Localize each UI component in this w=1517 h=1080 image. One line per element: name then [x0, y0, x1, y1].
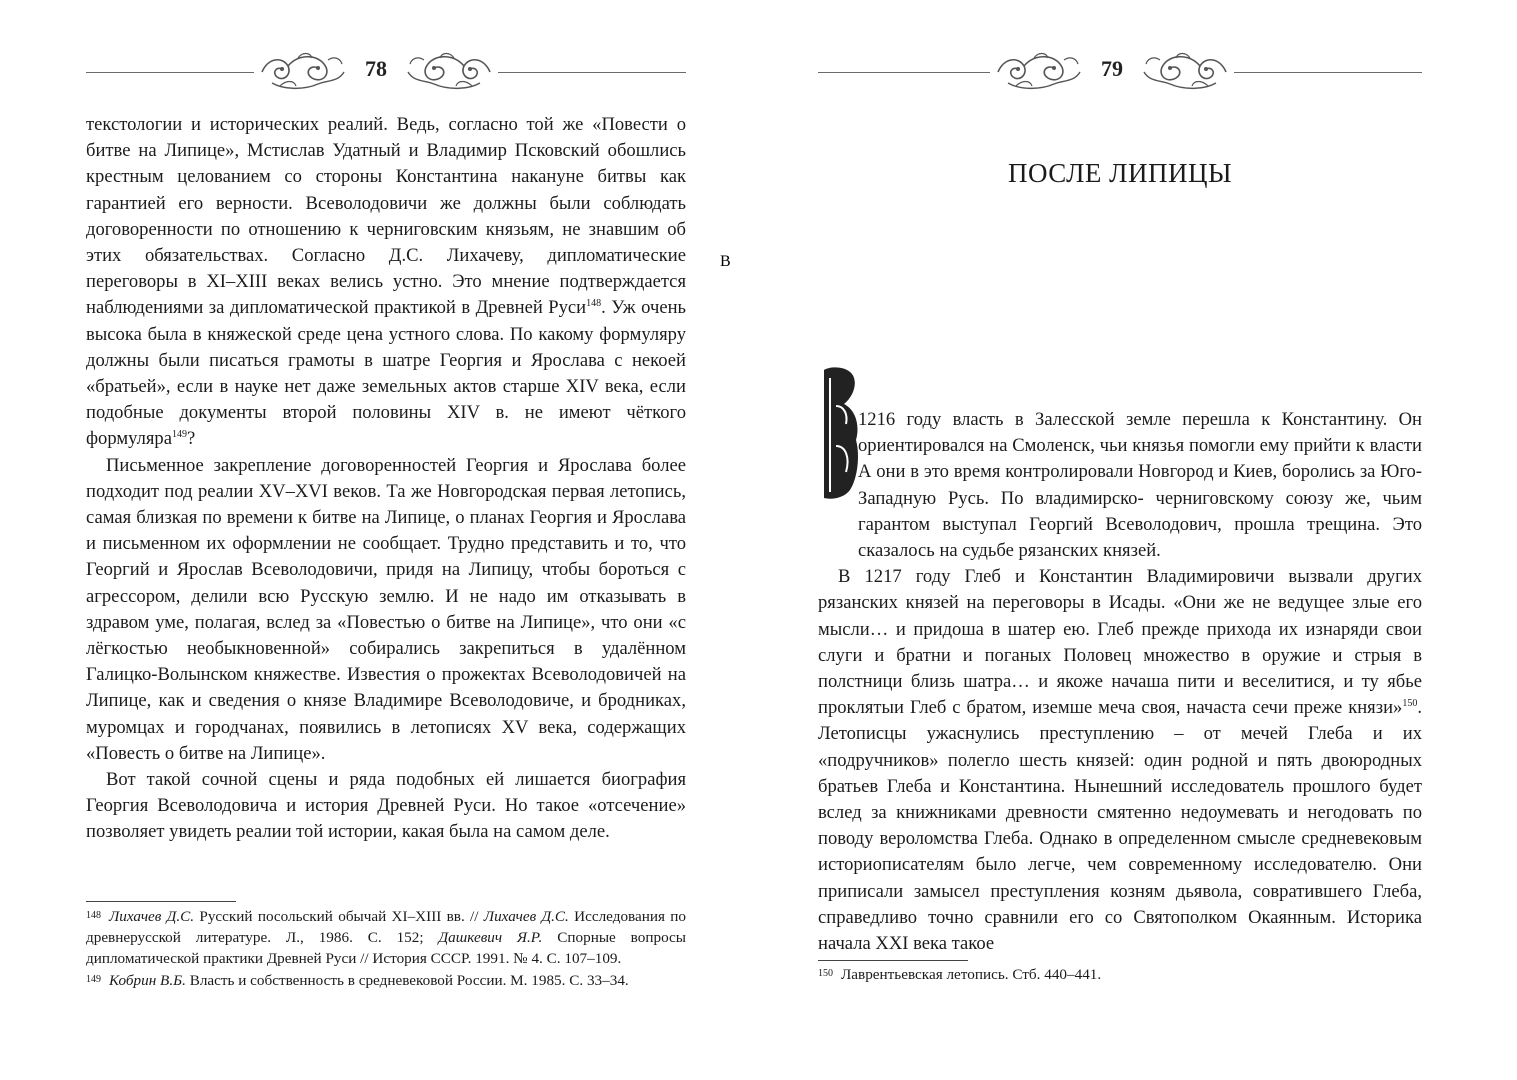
header-rule-right	[498, 72, 686, 73]
footnote-separator	[818, 960, 968, 961]
right-page	[720, 0, 1517, 1080]
footnote-150: $^{150}$ Лаврентьевская летопись. Стб. 440–441.	[818, 966, 1102, 983]
paragraph: Вот такой сочной сцены и ряда подобных ей лишается биография Георгия Всеволодовича и история Древней Руси. Но такое «отсечение» позволяет увидеть реалии той истории, какая была на самом деле.	[86, 769, 686, 843]
drop-cap-letter: В	[720, 253, 731, 270]
header-rule-left	[86, 72, 254, 73]
left-page-body	[86, 112, 686, 846]
paragraph: Письменное закрепление договоренностей Георгия и Ярослава более подходит под реалии XV–XVI веков. Та же Новгородская первая летопись, самая близкая по времени к битве на Липице, о планах Георгия и Ярослава и письменном их оформлении не сообщает. Трудно представить и то, что Георгий и Ярослав Всеволодовичи, придя на Липицу, чтобы бороться с агрессором, делили всю Русскую землю. И не надо им отказывать в здравом уме, полагая, вслед за «Повестью о битве на Липице», что они «с лёгкостью необыкновенной» собирались закрепиться в удалённом Галицко-Волынском княжестве. Известия о прожектах Всеволодовичей на Липице, как и сведения о князе Владимире Всеволодовиче, и бродниках, муромцах и городчанах, появились в летописях XV века, содержащих «Повесть о битве на Липице».	[86, 454, 686, 764]
right-page-body	[818, 407, 1422, 957]
footnotes	[818, 964, 1422, 985]
header-rule-right	[1234, 72, 1422, 73]
ornament-flourish-left-icon	[994, 50, 1084, 92]
note-ref[interactable]: 150	[1402, 698, 1418, 710]
paragraph: В 1217 году Глеб и Константин Владимировичи вызвали других рязанских князей на переговоры в Исады. «Они же не ведущее злые его мысли… и придоша в шатер ею. Глеб прежде прихода их изнаряди свои слуги и братни и поганых Половец множество в оружие и стрыя в полстници близь шатра… и якоже начаша пити и веселитися, и ту ябье проклятыи Глеб с братом, иземше меча своя, начаста сечи преже князи»$^{150}$. Летописцы ужаснулись преступлению – от мечей Глеба и их «подручников» полегло шесть князей: один родной и пять двоюродных братьев Глеба и Константина. Нынешний исследователь прошлого будет вслед за книжниками древности смятенно недоумевать и негодовать по поводу вероломства Глеба. Однако в определенном смысле средневековым историописателям было легче, чем современному исследователю. Они приписали замысел преступления козням дьявола, совратившего Глеба, справедливо точно сравнили его со Святополком Окаянным. Историка начала XXI века такое	[818, 566, 1422, 955]
paragraph: текстологии и исторических реалий. Ведь, согласно той же «Повести о битве на Липице», Мстислав Удатный и Владимир Псковский обошлись крестным целованием со стороны Константина накануне битвы как гарантией его верности. Всеволодовичи же должны были соблюдать договоренности по отношению к черниговским князьям, не знавшим об этих обязательствах. Согласно Д.С. Лихачеву, дипломатические переговоры в XI–XIII веках велись устно. Это мнение подтверждается наблюдениями за дипломатической практикой в Древней Руси$^{148}$. Уж очень высока была в княжеской среде цена устного слова. По какому формуляру должны были писаться грамоты в шатре Георгия и Ярослава с некоей «братьей», если в науке нет даже земельных актов старше XIV века, если подобные документы второй половины XIV в. не имеют чёткого формуляра$^{149}$?	[86, 114, 687, 450]
header-rule-left	[818, 72, 990, 73]
note-ref[interactable]: 149	[172, 429, 187, 441]
left-page-header	[86, 50, 686, 96]
right-page-header	[818, 50, 1422, 96]
page-number: 79	[1101, 56, 1123, 81]
page-number: 78	[365, 56, 387, 81]
ornament-flourish-right-icon	[404, 50, 494, 92]
note-ref[interactable]: 148	[586, 298, 602, 310]
footnote-148: $^{148}$ Лихачев Д.С. Русский посольский обычай XI–XIII вв. // Лихачев Д.С. Исследования по древнерусской литературе. Л., 1986. С. 152; Дашкевич Я.Р. Спорные вопросы дипломатической практики Древней Руси // История СССР. 1991. № 4. С. 107–109.	[86, 908, 687, 968]
footnotes	[86, 906, 686, 991]
left-page	[0, 0, 758, 1080]
chapter-title: ПОСЛЕ ЛИПИЦЫ	[1007, 158, 1233, 188]
footnote-separator	[86, 901, 236, 902]
ornament-flourish-left-icon	[258, 50, 348, 92]
ornament-flourish-right-icon	[1140, 50, 1230, 92]
paragraph: 1216 году власть в Залесской земле перешла к Константину. Он ориентировался на Смоленск, чьи князья помогли ему прийти к власти А они в это время контролировали Новгород и Киев, боролись за Юго-Западную Русь. По владимирско- черниговскому союзу же, чьим гарантом выступал Георгий Всеволодович, прошла трещина. Это сказалось на судьбе рязанских князей.	[858, 409, 1422, 562]
footnote-149: $^{149}$ Кобрин В.Б. Власть и собственность в средневековой России. М. 1985. С. 33–34.	[86, 971, 629, 989]
